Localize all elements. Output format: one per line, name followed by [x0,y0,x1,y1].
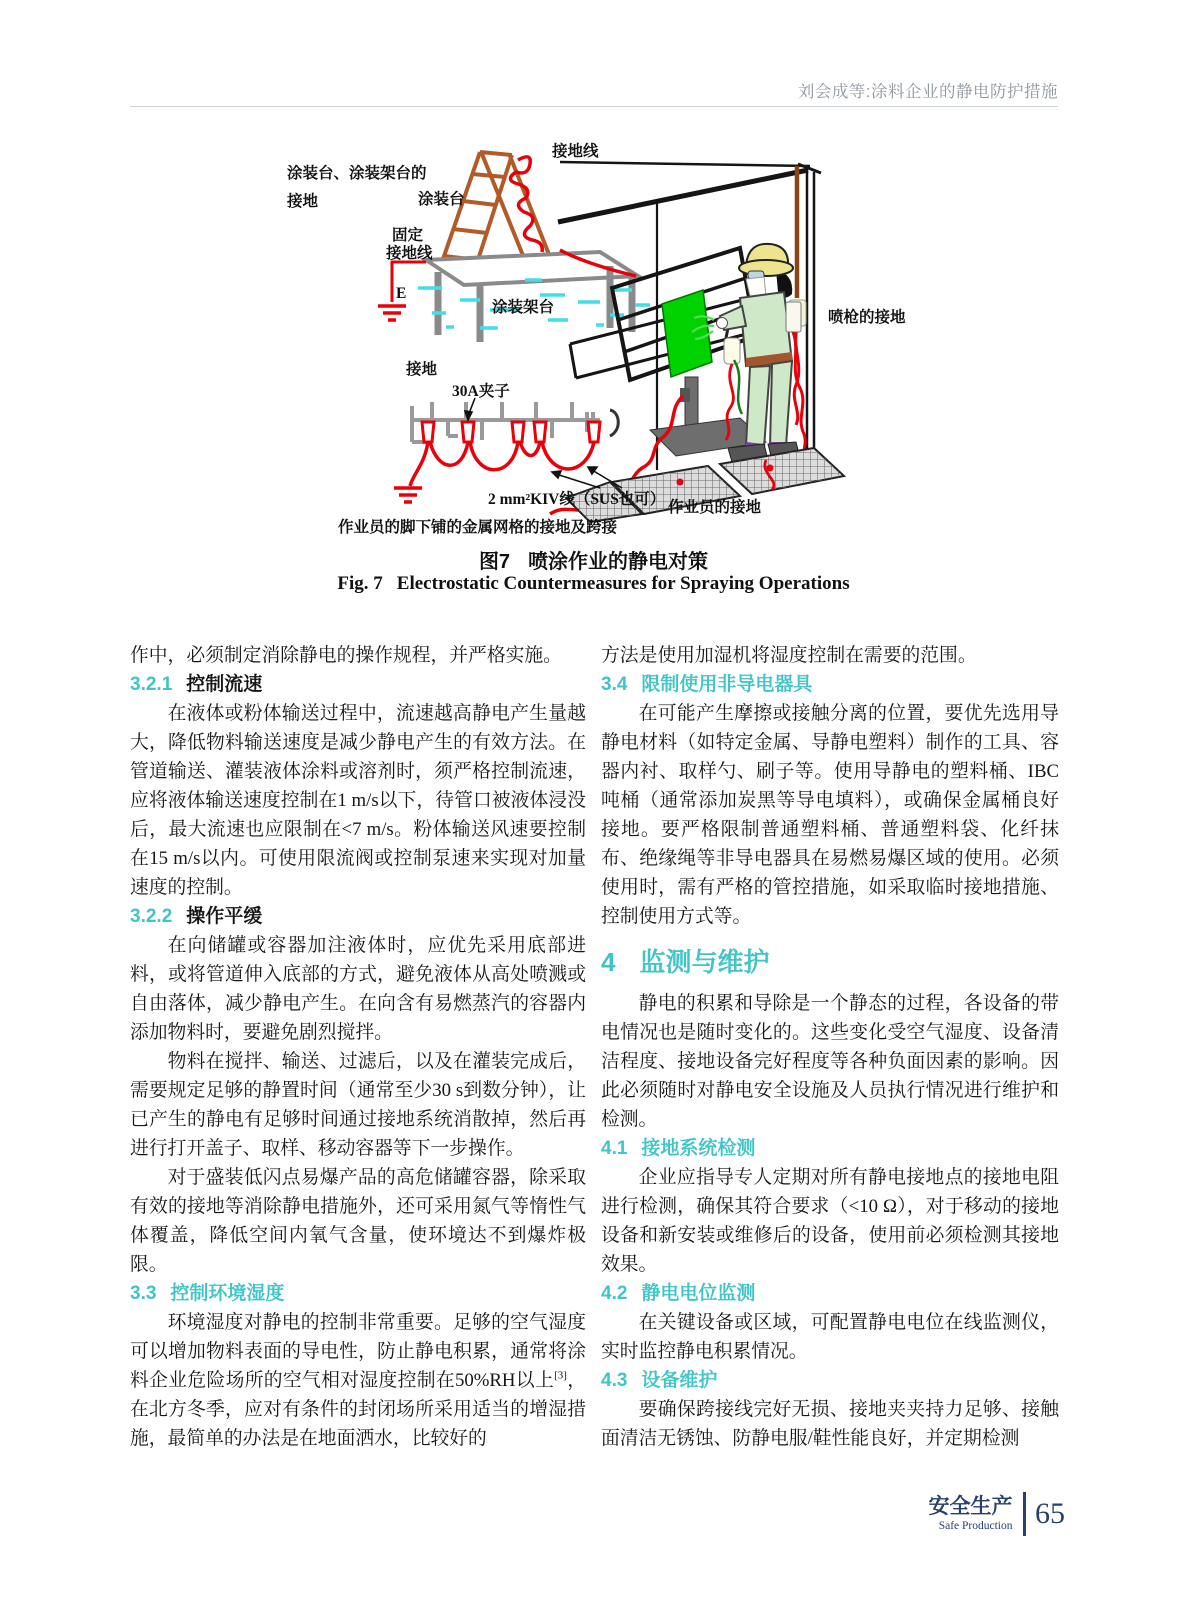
section-heading-4 [601,945,1059,979]
section-heading-4-1 [601,1134,1059,1163]
footer-section-en: Safe Production [938,1520,1013,1532]
heading-title: 设备维护 [641,1370,718,1391]
paragraph: 作中，必须制定消除静电的操作规程，并严格实施。 [130,645,562,666]
heading-number: 4.2 [601,1283,628,1304]
section-heading-3-2-2 [130,902,586,931]
heading-number: 3.2.2 [130,906,173,927]
paragraph: 物料在搅拌、输送、过滤后，以及在灌装完成后，需要规定足够的静置时间（通常至少30 s到数分钟），让已产生的静电有足够时间通过接地系统消散掉，然后再进行打开盖子、取样、移动容器等下一步操作。 [130,1051,586,1159]
heading-title: 监测与维护 [639,947,770,977]
section-heading-3-2-1 [130,670,586,699]
earth-symbol [378,306,406,320]
paragraph: 要确保跨接线完好无损、接地夹夹持力足够、接触面清洁无锈蚀、防静电服/鞋性能良好，并定期检测 [601,1399,1059,1449]
heading-number: 3.2.1 [130,674,173,695]
figure-label-gun-ground: 喷枪的接地 [828,309,906,326]
paragraph: 在向储罐或容器加注液体时，应优先采用底部进料，或将管道伸入底部的方式，避免液体从高处喷溅或自由落体，减少静电产生。在向含有易燃蒸汽的容器内添加物料时，要避免剧烈搅拌。 [130,935,586,1043]
figure-label-ground: 接地 [406,361,438,378]
figure-label-mesh: 作业员的脚下铺的金属网格的接地及跨接 [338,519,618,536]
heading-number: 4 [601,947,616,977]
heading-number: 4.3 [601,1370,628,1391]
paragraph: 方法是使用加湿机将湿度控制在需要的范围。 [601,645,977,666]
heading-title: 控制流速 [186,674,263,695]
citation-ref: [3] [554,1369,567,1382]
right-column [601,641,1059,1453]
footer-divider [1023,1492,1027,1536]
section-heading-3-4 [601,670,1059,699]
section-heading-3-3 [130,1279,586,1308]
heading-title: 接地系统检测 [641,1138,756,1159]
figure-label-e-mark: E [396,285,407,302]
figure-label-clamp: 30A夹子 [452,383,510,400]
figure-caption-en-num: Fig. 7 [337,573,383,594]
figure-caption-zh-num: 图7 [478,551,511,573]
left-column [130,641,586,1453]
paragraph: 对于盛装低闪点易爆产品的高危储罐容器，除采取有效的接地等消除静电措施外，还可采用氮气等惰性气体覆盖，降低空间内氧气含量，使环境达不到爆炸极限。 [130,1167,586,1275]
figure-label-worker-ground: 作业员的接地 [668,499,762,516]
paragraph: 在可能产生摩擦或接触分离的位置，要优先选用导静电材料（如特定金属、导静电塑料）制作的工具、容器内衬、取样勺、刷子等。使用导静电的塑料桶、IBC吨桶（通常添加炭黑等导电填料），或确保金属桶良好接地。要严格限制普通塑料桶、普通塑料袋、化纤抹布、绝缘绳等非导电器具在易燃易爆区域的使用。必须使用时，需有严格的管控措施，如采取临时接地措施、控制使用方式等。 [601,703,1059,927]
painted-green-panel [662,290,712,377]
figure-caption-zh [0,545,1187,574]
figure-label-platform-ground-2: 接地 [287,193,319,210]
paragraph: 企业应指导专人定期对所有静电接地点的接地电阻进行检测，确保其符合要求（<10 Ω），对于移动的接地设备和新安装或维修后的设备，使用前必须检测其接地效果。 [601,1167,1059,1275]
heading-number: 3.4 [601,674,628,695]
text-run: 环境湿度对静电的控制非常重要。足够的空气湿度可以增加物料表面的导电性，防止静电积累，通常将涂料企业危险场所的空气相对湿度控制在50%RH以上 [130,1312,586,1391]
figure-label-rack: 涂装架台 [492,299,555,316]
figure-caption-en [0,573,1187,595]
earth-symbol-left [394,488,422,502]
page-number: 65 [1035,1497,1065,1530]
figure-label-platform-ground-1: 涂装台、涂装架台的 [287,165,427,182]
section-heading-4-3 [601,1366,1059,1395]
paragraph: 在关键设备或区域，可配置静电电位在线监测仪，实时监控静电积累情况。 [601,1312,1059,1362]
figure-7-illustration [180,130,940,542]
figure-label-fixed-2: 接地线 [386,245,433,262]
figure-label-kiv: 2 mm²KIV线（SUS也可） [488,491,666,508]
section-heading-4-2 [601,1279,1059,1308]
text-run: ，在北方冬季，应对有条件的封闭场所采用适当的增湿措施，最简单的办法是在地面洒水，比较好的 [130,1370,587,1449]
heading-title: 静电电位监测 [641,1283,756,1304]
heading-title: 限制使用非导电器具 [641,674,813,695]
hanger-rack [394,402,618,502]
heading-number: 3.3 [130,1283,157,1304]
paragraph [130,1308,586,1453]
figure-label-ground-wire: 接地线 [552,143,599,160]
painting-rack-table [426,252,638,342]
figure-label-platform: 涂装台 [418,191,465,208]
running-head: 刘会成等:涂料企业的静电防护措施 [797,83,1058,101]
heading-title: 控制环境湿度 [170,1283,285,1304]
heading-title: 操作平缓 [186,906,263,927]
footer-section-zh: 安全生产 [928,1495,1013,1518]
figure-caption-zh-title: 喷涂作业的静电对策 [528,551,709,573]
footer-section [929,1496,1013,1532]
heading-number: 4.1 [601,1138,628,1159]
paragraph: 在液体或粉体输送过程中，流速越高静电产生量越大，降低物料输送速度是减少静电产生的有效方法。在管道输送、灌装液体涂料或溶剂时，须严格控制流速，应将液体输送速度控制在1 m/s以下，待管口被液体浸没后，最大流速也应限制在<7 m/s。粉体输送风速要控制在15 m/s以内。可使用限流阀或控制泵速来实现对加量速度的控制。 [130,703,586,898]
fixed-ground-wire [378,262,426,320]
page-footer [929,1492,1066,1536]
painting-platform-ladder [442,152,552,266]
paragraph: 静电的积累和导除是一个静态的过程，各设备的带电情况也是随时变化的。这些变化受空气湿度、设备清洁程度、接地设备完好程度等各种负面因素的影响。因此必须随时对静电安全设施及人员执行情况进行维护和检测。 [601,993,1059,1130]
figure-label-fixed-1: 固定 [392,227,424,244]
figure-caption-en-title: Electrostatic Countermeasures for Spraying Operations [396,573,850,594]
header-rule [130,106,1058,107]
